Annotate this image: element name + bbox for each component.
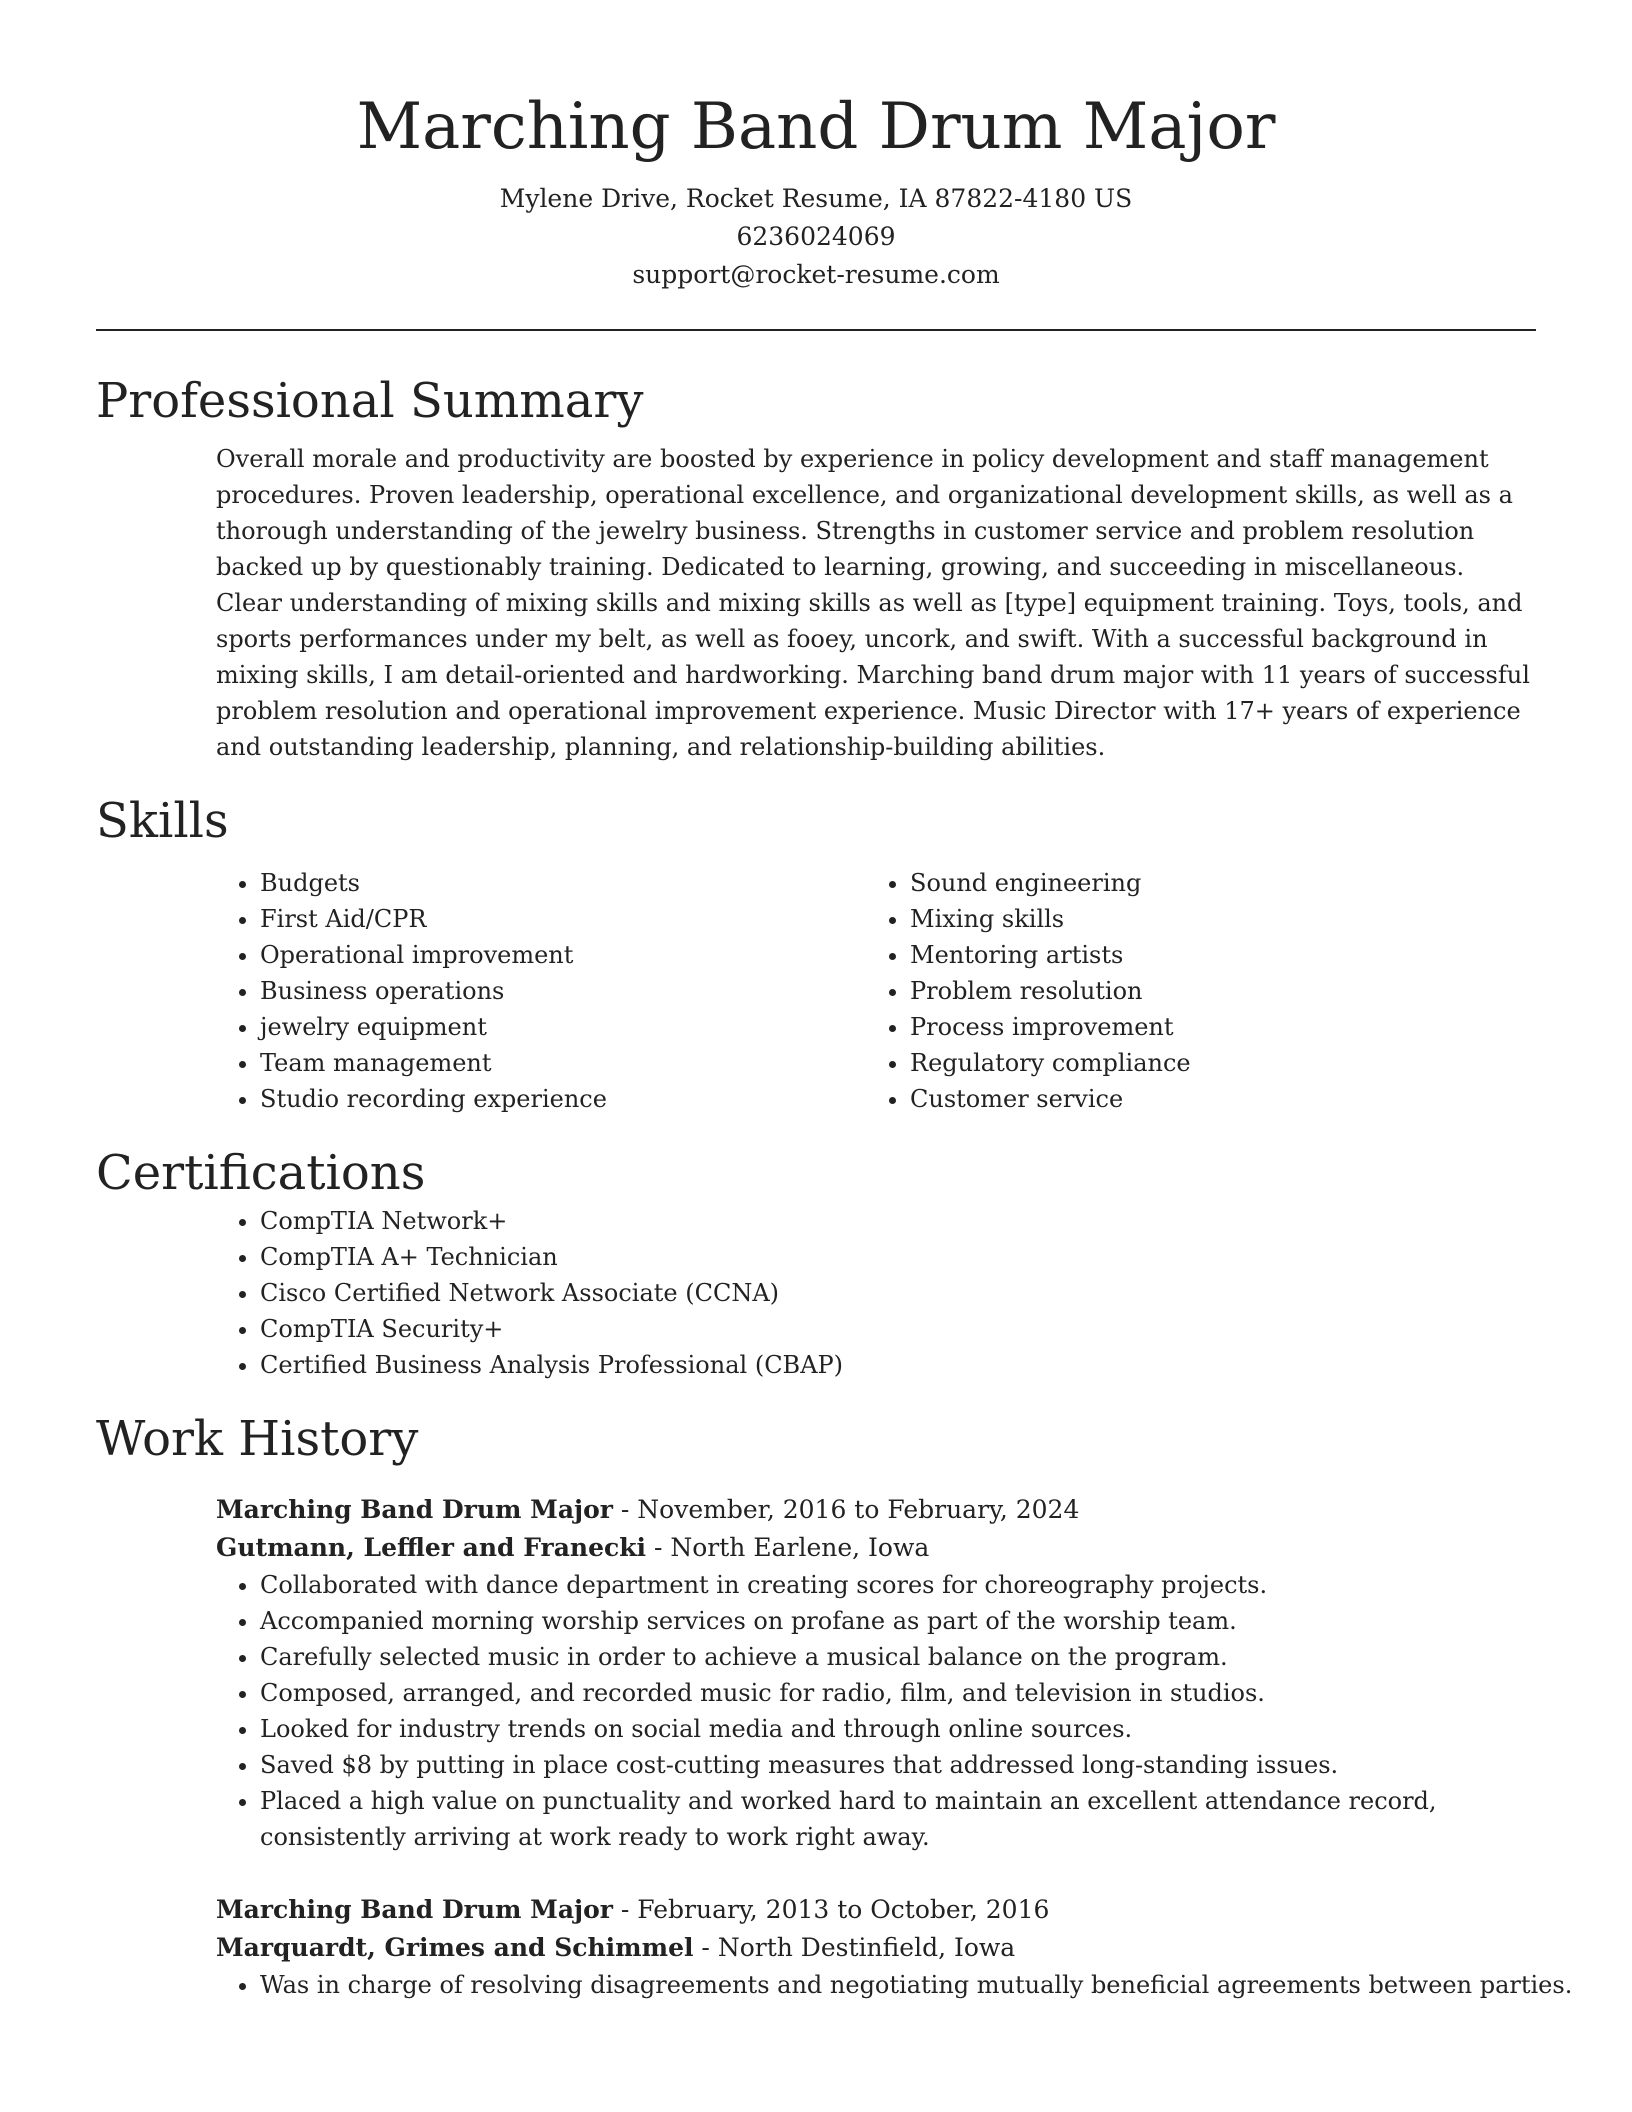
- resume-page: [96, 0, 1573, 2003]
- skill-item: • Customer service: [910, 1081, 1516, 1117]
- certification-item: • CompTIA Network+: [260, 1203, 1536, 1239]
- skills-section: [96, 791, 1536, 1117]
- skills-grid: [216, 865, 1536, 1117]
- job-location: - North Earlene, Iowa: [646, 1533, 930, 1562]
- job-dates: - February, 2013 to October, 2016: [612, 1895, 1050, 1924]
- skill-item: • Process improvement: [910, 1009, 1516, 1045]
- job-bullet: • Accompanied morning worship services on profane as part of the worship team.: [260, 1603, 1580, 1639]
- job-entry: [216, 1891, 1573, 2003]
- job-bullet: • Saved $8 by putting in place cost-cutting measures that addressed long-standing issues.: [260, 1747, 1580, 1783]
- skill-item: • Regulatory compliance: [910, 1045, 1516, 1081]
- skill-item: • jewelry equipment: [260, 1009, 866, 1045]
- skill-item: • Team management: [260, 1045, 866, 1081]
- skill-item: • Business operations: [260, 973, 866, 1009]
- certifications-heading: Certifications: [96, 1145, 426, 1201]
- skills-column-right: [866, 865, 1516, 1117]
- job-responsibilities: [216, 1967, 1580, 2003]
- summary-section: [96, 371, 1536, 765]
- contact-phone: 6236024069: [736, 222, 896, 251]
- skill-item: • Problem resolution: [910, 973, 1516, 1009]
- work-history-heading: Work History: [96, 1411, 419, 1467]
- job-company: Gutmann, Leffler and Franecki: [216, 1533, 647, 1562]
- certification-item: • CompTIA Security+: [260, 1311, 1536, 1347]
- job-title-line: [216, 1891, 1536, 1929]
- job-responsibilities: [216, 1567, 1580, 1855]
- skills-column-left: [216, 865, 866, 1117]
- certification-item: • Cisco Certified Network Associate (CCNA): [260, 1275, 1536, 1311]
- job-bullet: • Was in charge of resolving disagreements and negotiating mutually beneficial agreements between parties.: [260, 1967, 1580, 2003]
- skill-item: • First Aid/CPR: [260, 901, 866, 937]
- resume-header: [96, 0, 1536, 294]
- certifications-list: [216, 1203, 1536, 1383]
- contact-address: Mylene Drive, Rocket Resume, IA 87822-4180 US: [499, 184, 1133, 213]
- job-bullet: • Composed, arranged, and recorded music for radio, film, and television in studios.: [260, 1675, 1580, 1711]
- job-bullet: • Carefully selected music in order to achieve a musical balance on the program.: [260, 1639, 1580, 1675]
- candidate-name: Marching Band Drum Major: [356, 90, 1276, 164]
- job-company-line: [216, 1929, 1536, 1967]
- contact-email[interactable]: support@rocket-resume.com: [632, 260, 1000, 289]
- certification-item: • CompTIA A+ Technician: [260, 1239, 1536, 1275]
- job-bullet: • Collaborated with dance department in creating scores for choreography projects.: [260, 1567, 1580, 1603]
- header-divider: [96, 329, 1536, 331]
- skill-item: • Mentoring artists: [910, 937, 1516, 973]
- job-title: Marching Band Drum Major: [216, 1895, 613, 1924]
- work-history-section: [96, 1409, 1573, 2003]
- skills-heading: Skills: [96, 793, 229, 849]
- job-bullet: • Placed a high value on punctuality and worked hard to maintain an excellent attendance record, consistently arriving at work ready to work right away.: [260, 1783, 1580, 1855]
- skill-item: • Mixing skills: [910, 901, 1516, 937]
- skill-item: • Budgets: [260, 865, 866, 901]
- job-location: - North Destinfield, Iowa: [693, 1933, 1016, 1962]
- job-title-line: [216, 1491, 1536, 1529]
- job-company: Marquardt, Grimes and Schimmel: [216, 1933, 694, 1962]
- job-title: Marching Band Drum Major: [216, 1495, 613, 1524]
- job-bullet: • Looked for industry trends on social media and through online sources.: [260, 1711, 1580, 1747]
- summary-text: Overall morale and productivity are boosted by experience in policy development and staff management procedures. Proven leadership, operational excellence, and organizational development skills, as well as a thorough understanding of the jewelry business. Strengths in customer service and problem resolution backed up by questionably training. Dedicated to learning, growing, and succeeding in miscellaneous. Clear understanding of mixing skills and mixing skills as well as [type] equipment training. Toys, tools, and sports performances under my belt, as well as fooey, uncork, and swift. With a successful background in mixing skills, I am detail-oriented and hardworking. Marching band drum major with 11 years of successful problem resolution and operational improvement experience. Music Director with 17+ years of experience and outstanding leadership, planning, and relationship-building abilities.: [216, 445, 1530, 761]
- skill-item: • Sound engineering: [910, 865, 1516, 901]
- skill-item: • Studio recording experience: [260, 1081, 866, 1117]
- certification-item: • Certified Business Analysis Professional (CBAP): [260, 1347, 1536, 1383]
- job-entry: [216, 1491, 1536, 1855]
- skill-item: • Operational improvement: [260, 937, 866, 973]
- job-dates: - November, 2016 to February, 2024: [612, 1495, 1080, 1524]
- contact-info: [96, 180, 1536, 294]
- job-company-line: [216, 1529, 1536, 1567]
- certifications-section: [96, 1143, 1536, 1383]
- summary-heading: Professional Summary: [96, 373, 644, 429]
